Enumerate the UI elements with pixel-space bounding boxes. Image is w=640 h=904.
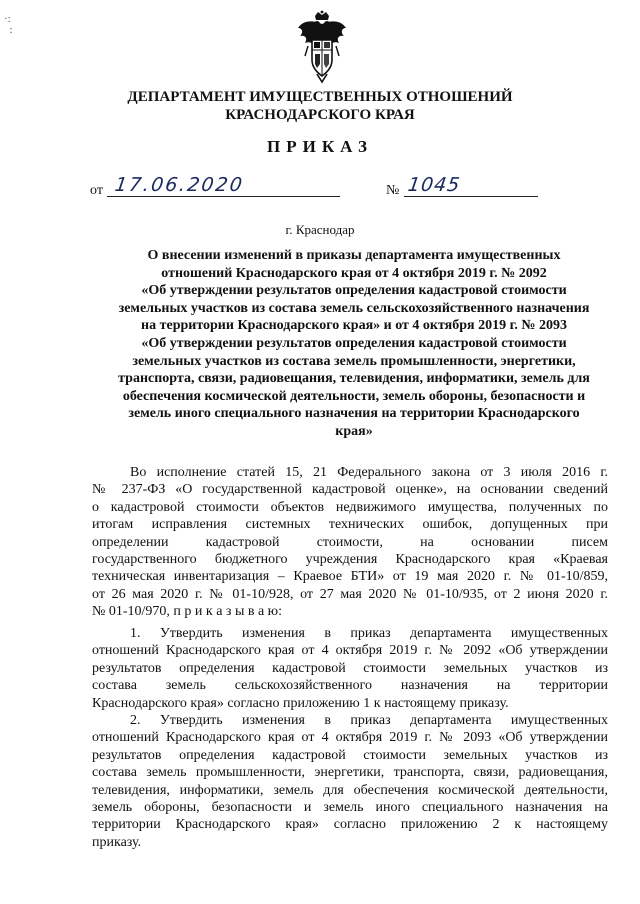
body-line: Во исполнение статей 15, 21 Федерального закона от 3 июля 2016 г. [130, 465, 608, 480]
date-label: от [90, 183, 103, 198]
body-line: результатов определения кадастровой стоимости земельных участков из [92, 747, 608, 763]
body-line: техническая инвентаризация – Краевое БТИ» от 19 мая 2020 г. № 01-10/859, [92, 569, 608, 585]
body-line: отношений Краснодарского края от 4 октября 2019 г. № 2093 «Об утверждении [92, 730, 608, 746]
body-line: государственного бюджетного учреждения Краснодарского края «Краевая [92, 552, 608, 568]
title-line: «Об утверждении результатов определения кадастровой стоимости [141, 283, 567, 299]
title-line: отношений Краснодарского края от 4 октября 2019 г. № 2092 [161, 265, 547, 281]
department-name-line-1: ДЕПАРТАМЕНТ ИМУЩЕСТВЕННЫХ ОТНОШЕНИЙ [127, 89, 513, 105]
department-name-line-2: КРАСНОДАРСКОГО КРАЯ [225, 107, 415, 123]
body-line: Краснодарского края» согласно приложению 1 к настоящему приказу. [92, 695, 509, 711]
body-line: 1. Утвердить изменения в приказ департамента имущественных [130, 626, 608, 641]
title-line: края» [335, 423, 373, 439]
body-line: от 26 мая 2020 г. № 01-10/928, от 27 мая 2020 № 01-10/935, от 2 июня 2020 г. [92, 586, 608, 602]
body-line: результатов определения кадастровой стоимости земельных участков из [92, 660, 608, 676]
number-label: № [386, 183, 400, 198]
date-underline [107, 196, 340, 197]
title-line: «Об утверждении результатов определения кадастровой стоимости [141, 335, 567, 351]
order-title [98, 247, 610, 441]
coat-of-arms-icon [295, 10, 349, 84]
title-line: земельных участков из состава земель сельскохозяйственного назначения [118, 300, 590, 316]
body-line: земель обороны, безопасности и земель иного специального назначения на [92, 800, 608, 816]
title-line: обеспечения космической деятельности, земель обороны, безопасности и [122, 388, 586, 404]
body-line: 2. Утвердить изменения в приказ департамента имущественных [130, 713, 608, 728]
body-line: отношений Краснодарского края от 4 октября 2019 г. № 2092 «Об утверждении [92, 643, 608, 659]
body-line: телевидения, информатики, земель для обеспечения космической деятельности, [92, 782, 608, 798]
clause-1-paragraph [92, 625, 608, 712]
document-type-heading: ПРИКАЗ [267, 137, 373, 156]
number-underline [404, 196, 538, 197]
handwritten-number: 1045 [406, 174, 462, 196]
title-line: О внесении изменений в приказы департамента имущественных [147, 248, 561, 263]
title-line: земельных участков из состава земель промышленности, энергетики, [132, 353, 576, 369]
body-line: № 01-10/970, п р и к а з ы в а ю: [92, 604, 283, 620]
body-line: приказу. [92, 834, 142, 850]
body-line: определении кадастровой стоимости, на основании писем [92, 534, 608, 550]
body-line: № 237-ФЗ «О государственной кадастровой оценке», на основании сведений [92, 482, 608, 498]
date-number-row [90, 176, 550, 202]
scan-margin-mark: ·: : [4, 13, 13, 36]
body-line: итогам исправления системных технических ошибок, допущенных при [92, 517, 608, 533]
handwritten-date: 17.06.2020 [113, 174, 246, 196]
body-line: территории Краснодарского края» согласно приложению 2 к настоящему [92, 817, 608, 833]
body-line: о кадастровой стоимости объектов недвижимого имущества, полученных по [92, 499, 608, 515]
title-line: транспорта, связи, радиовещания, телевидения, информатики, земель для [118, 371, 590, 387]
title-line: земель иного специального назначения на территории Краснодарского [128, 406, 580, 422]
body-line: состава земель промышленности, энергетики, транспорта, связи, радиовещания, [92, 765, 608, 781]
title-line: на территории Краснодарского края» и от 4 октября 2019 г. № 2093 [141, 318, 567, 334]
clause-2-paragraph [92, 712, 608, 851]
body-line: состава земель сельскохозяйственного назначения на территории [92, 678, 608, 694]
city-line: г. Краснодар [285, 222, 355, 237]
preamble-paragraph [92, 464, 608, 621]
